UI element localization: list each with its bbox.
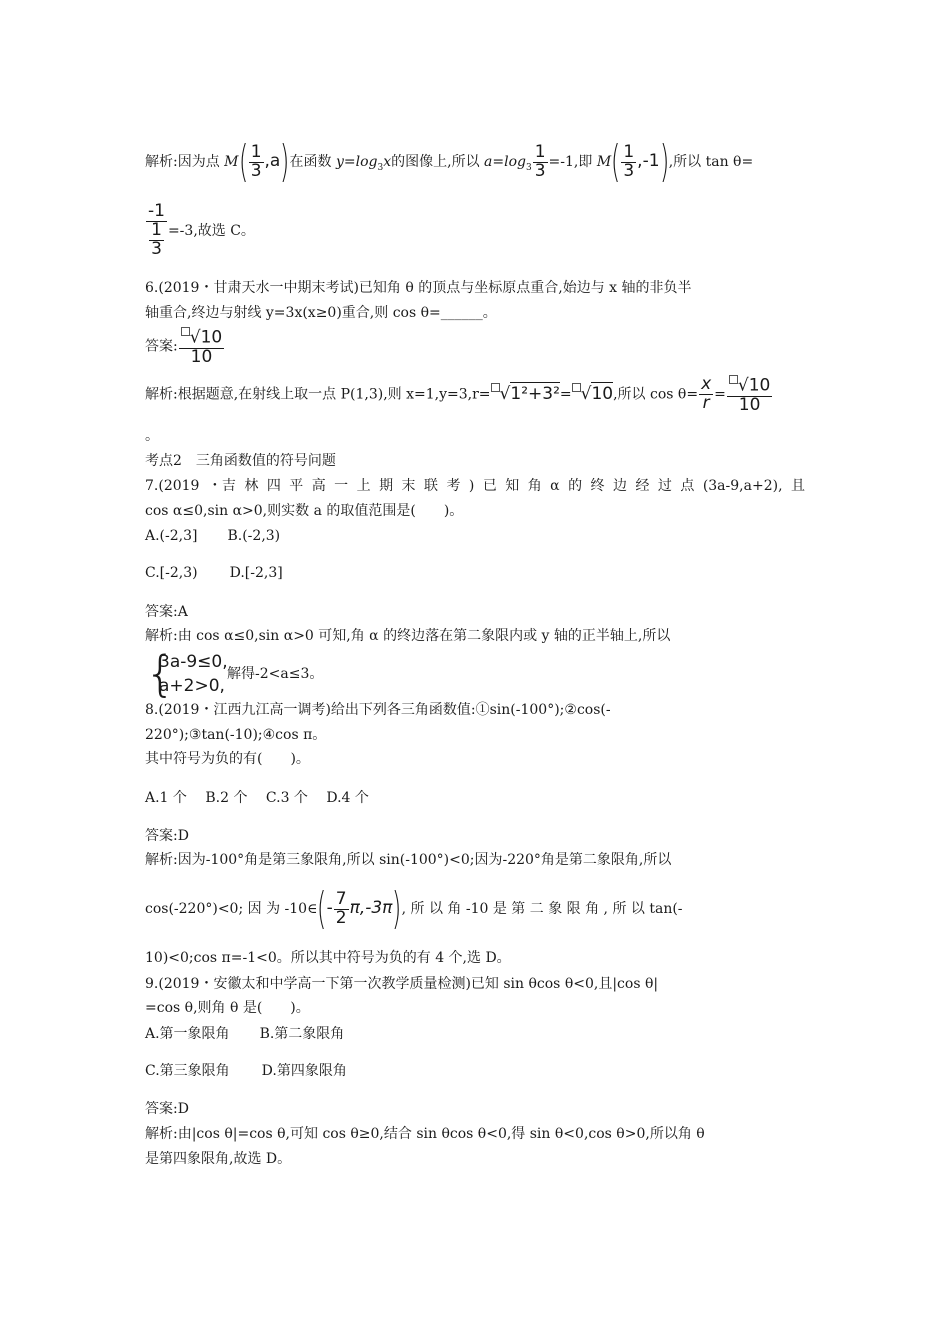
system-result: 解得-2<a≤3。 — [227, 666, 324, 682]
compound-fraction — [146, 203, 167, 259]
radicand: 10 — [200, 327, 223, 348]
q7-word: 高 — [311, 478, 326, 494]
q7-word: 末 — [401, 478, 416, 494]
left-paren-2: ( — [611, 136, 621, 187]
compound-denominator — [146, 219, 167, 259]
section-heading: 考点2 三角函数值的符号问题 — [145, 453, 336, 469]
left-brace: { — [145, 646, 176, 702]
q7-word: 终 — [590, 478, 605, 494]
q7-word: 上 — [356, 478, 371, 494]
q7-word: 已 — [482, 478, 497, 494]
answer-numerator: √10 — [179, 327, 224, 349]
q8-sol-line1: 解析:因为-100°角是第三象限角,所以 sin(-100°)<0;因为-220°角是第二象限角,所以 — [145, 852, 672, 868]
q8-sol-interval-lead: cos(-220°)<0; 因 为 -10∈ — [145, 901, 318, 917]
option-d: D.第四象限角 — [261, 1063, 347, 1079]
q7-sol-line1: 解析:由 cos α≤0,sin α>0 可知,角 α 的终边落在第二象限内或 y 轴的正半轴上,所以 — [145, 628, 671, 644]
inner-fraction — [149, 219, 164, 259]
q7-line2: cos α≤0,sin α>0,则实数 a 的取值范围是( )。 — [145, 503, 464, 519]
answer-fraction — [179, 327, 224, 366]
fraction-one-third-3 — [621, 141, 636, 181]
q8-answer: 答案:D — [145, 828, 189, 844]
radical-index-box — [572, 383, 581, 392]
q9-sol-line2: 是第四象限角,故选 D。 — [145, 1151, 292, 1167]
q9-options-row1 — [145, 1026, 344, 1043]
q7-word: 考 — [446, 478, 461, 494]
minus-sign: - — [326, 898, 333, 918]
option-a: A.(-2,3] — [145, 528, 198, 544]
point-a-coord: ,a — [264, 151, 281, 171]
function-expr: y=log — [335, 154, 378, 170]
q7-options-row1 — [145, 528, 280, 545]
q7-word: 边 — [613, 478, 627, 494]
q7-word: (3a-9,a+2), — [702, 478, 783, 494]
inner-denominator: 3 — [151, 238, 162, 259]
q6-sol-end: 。 — [145, 428, 159, 444]
result-numerator: √10 — [727, 375, 772, 397]
q7-word: ) — [468, 478, 475, 494]
sqrt-sum-radicand: 1²+3² — [510, 383, 560, 404]
q6-solution: 解析:根据题意,在射线上取一点 P(1,3),则 x=1,y=3,r= √1²+3²= √10,所以 cos θ= $\frac{x}{r}$ = $\frac{√10}{10}$ — [145, 374, 771, 415]
q6-line1: 6.(2019・甘肃天水一中期末考试)已知角 θ 的顶点与坐标原点重合,始边与 x 轴的非负半 — [145, 280, 692, 296]
option-d: D.[-2,3] — [229, 565, 283, 581]
sqrt-ten-radicand: 10 — [591, 383, 614, 404]
q7-answer: 答案:A — [145, 604, 188, 620]
q7-word: 期 — [379, 478, 394, 494]
q7-word: α — [550, 478, 560, 494]
inner-numerator: 1 — [151, 219, 162, 240]
x-over-r — [699, 376, 713, 413]
q9-answer: 答案:D — [145, 1101, 189, 1117]
right-paren-2: ) — [659, 136, 669, 187]
q9-options-row2 — [145, 1063, 347, 1080]
q5-solution-lead: 解析:因为点 — [145, 154, 225, 170]
r-var: r — [702, 393, 710, 414]
q7-word: 点 — [680, 478, 695, 494]
q5-tan-fraction — [145, 203, 255, 259]
q7-word: 知 — [505, 478, 520, 494]
radical-index-box — [181, 327, 190, 336]
q7-word: 过 — [657, 478, 672, 494]
system-eq1: 3a-9≤0, — [159, 652, 228, 672]
fraction-one-third — [249, 141, 264, 181]
radicand: 10 — [748, 375, 771, 396]
left-paren: ( — [238, 136, 248, 187]
q8-options: A.1 个 B.2 个 C.3 个 D.4 个 — [145, 790, 369, 806]
point-m-coord: ,-1 — [637, 151, 660, 171]
a-equation: a=log — [484, 154, 526, 170]
fraction-numerator: 1 — [623, 141, 635, 162]
radical-index-box — [491, 383, 500, 392]
right-paren-3: ) — [392, 883, 402, 934]
q7-word: 且 — [790, 478, 805, 494]
q9-sol-line1: 解析:由|cos θ|=cos θ,可知 cos θ≥0,结合 sin θcos θ<0,得 sin θ<0,cos θ>0,所以角 θ — [145, 1126, 705, 1142]
compound-numerator: -1 — [148, 201, 165, 221]
fraction-denominator: 3 — [623, 160, 635, 181]
x-var: x — [701, 374, 712, 395]
a-value: =-1,即 — [548, 154, 597, 170]
left-paren-3: ( — [317, 883, 327, 934]
q8-line1: 8.(2019・江西九江高一调考)给出下列各三角函数值:①sin(-100°);②cos(- — [145, 702, 611, 718]
q5-text-graph: 的图像上,所以 — [391, 154, 485, 170]
q7-word: 7.(2019 — [145, 478, 200, 494]
q8-sol-line3: 10)<0;cos π=-1<0。所以其中符号为负的有 4 个,选 D。 — [145, 950, 511, 966]
seven-halves — [334, 888, 349, 928]
option-b: B.第二象限角 — [259, 1026, 345, 1042]
equals: = — [559, 386, 572, 403]
q6-sol-cos: ,所以 cos θ= — [613, 386, 699, 403]
q7-word: 林 — [244, 478, 259, 494]
option-b: B.(-2,3) — [227, 528, 281, 544]
log-base: 3 — [377, 162, 384, 173]
q7-word: ・吉 — [207, 478, 236, 494]
option-a: A.第一象限角 — [145, 1026, 230, 1042]
result-fraction — [727, 375, 772, 414]
q7-word: 角 — [527, 478, 542, 494]
q8-line2: 220°);③tan(-10);④cos π。 — [145, 727, 327, 743]
system-eq2: a+2>0, — [159, 676, 225, 696]
q7-options-row2 — [145, 565, 283, 582]
fraction-numerator: 1 — [250, 141, 262, 162]
q5-text-func: 在函数 — [289, 154, 336, 170]
q6-answer — [145, 327, 225, 366]
q7-word: 一 — [334, 478, 349, 494]
option-c: C.第三象限角 — [145, 1063, 230, 1079]
q9-line2: =cos θ,则角 θ 是( )。 — [145, 1000, 310, 1016]
sqrt-sum: √1²+3² — [491, 384, 560, 404]
result-denominator: 10 — [738, 394, 761, 415]
q7-word: 平 — [289, 478, 304, 494]
radical-index-box — [729, 375, 738, 384]
two: 2 — [335, 907, 347, 928]
q7-word: 经 — [635, 478, 650, 494]
q5-result: =-3,故选 C。 — [167, 222, 255, 239]
q8-line3: 其中符号为负的有( )。 — [145, 751, 310, 767]
log-base-2: 3 — [525, 162, 532, 173]
q7-line1 — [145, 478, 805, 495]
fraction-one-third-2 — [533, 141, 548, 181]
q7-word: 的 — [568, 478, 583, 494]
q8-sol-tail: , 所 以 角 -10 是 第 二 象 限 角 , 所 以 tan(- — [401, 901, 683, 917]
right-paren: ) — [280, 136, 290, 187]
fraction-numerator: 1 — [534, 141, 546, 162]
q9-line1: 9.(2019・安徽太和中学高一下第一次教学质量检测)已知 sin θcos θ<0,且|cos θ| — [145, 976, 659, 992]
function-var: x — [383, 154, 392, 170]
fraction-denominator: 3 — [250, 160, 262, 181]
option-c: C.[-2,3) — [145, 565, 198, 581]
sqrt-ten: √10 — [572, 384, 613, 404]
answer-label: 答案: — [145, 338, 178, 355]
q5-solution-line1 — [145, 136, 754, 187]
tan-text: ,所以 tan θ= — [668, 154, 754, 170]
seven: 7 — [335, 888, 347, 909]
q6-sol-lead: 解析:根据题意,在射线上取一点 P(1,3),则 x=1,y=3,r= — [145, 386, 491, 403]
pi-interval: π,-3π — [349, 898, 393, 918]
answer-denominator: 10 — [190, 346, 213, 367]
q8-sol-line2 — [145, 883, 683, 934]
point-m: M — [224, 154, 239, 170]
q7-word: 四 — [266, 478, 281, 494]
fraction-denominator: 3 — [534, 160, 546, 181]
point-m-2: M — [596, 154, 612, 170]
q6-line2: 轴重合,终边与射线 y=3x(x≥0)重合,则 cos θ=______。 — [145, 305, 497, 321]
q7-word: 联 — [423, 478, 438, 494]
